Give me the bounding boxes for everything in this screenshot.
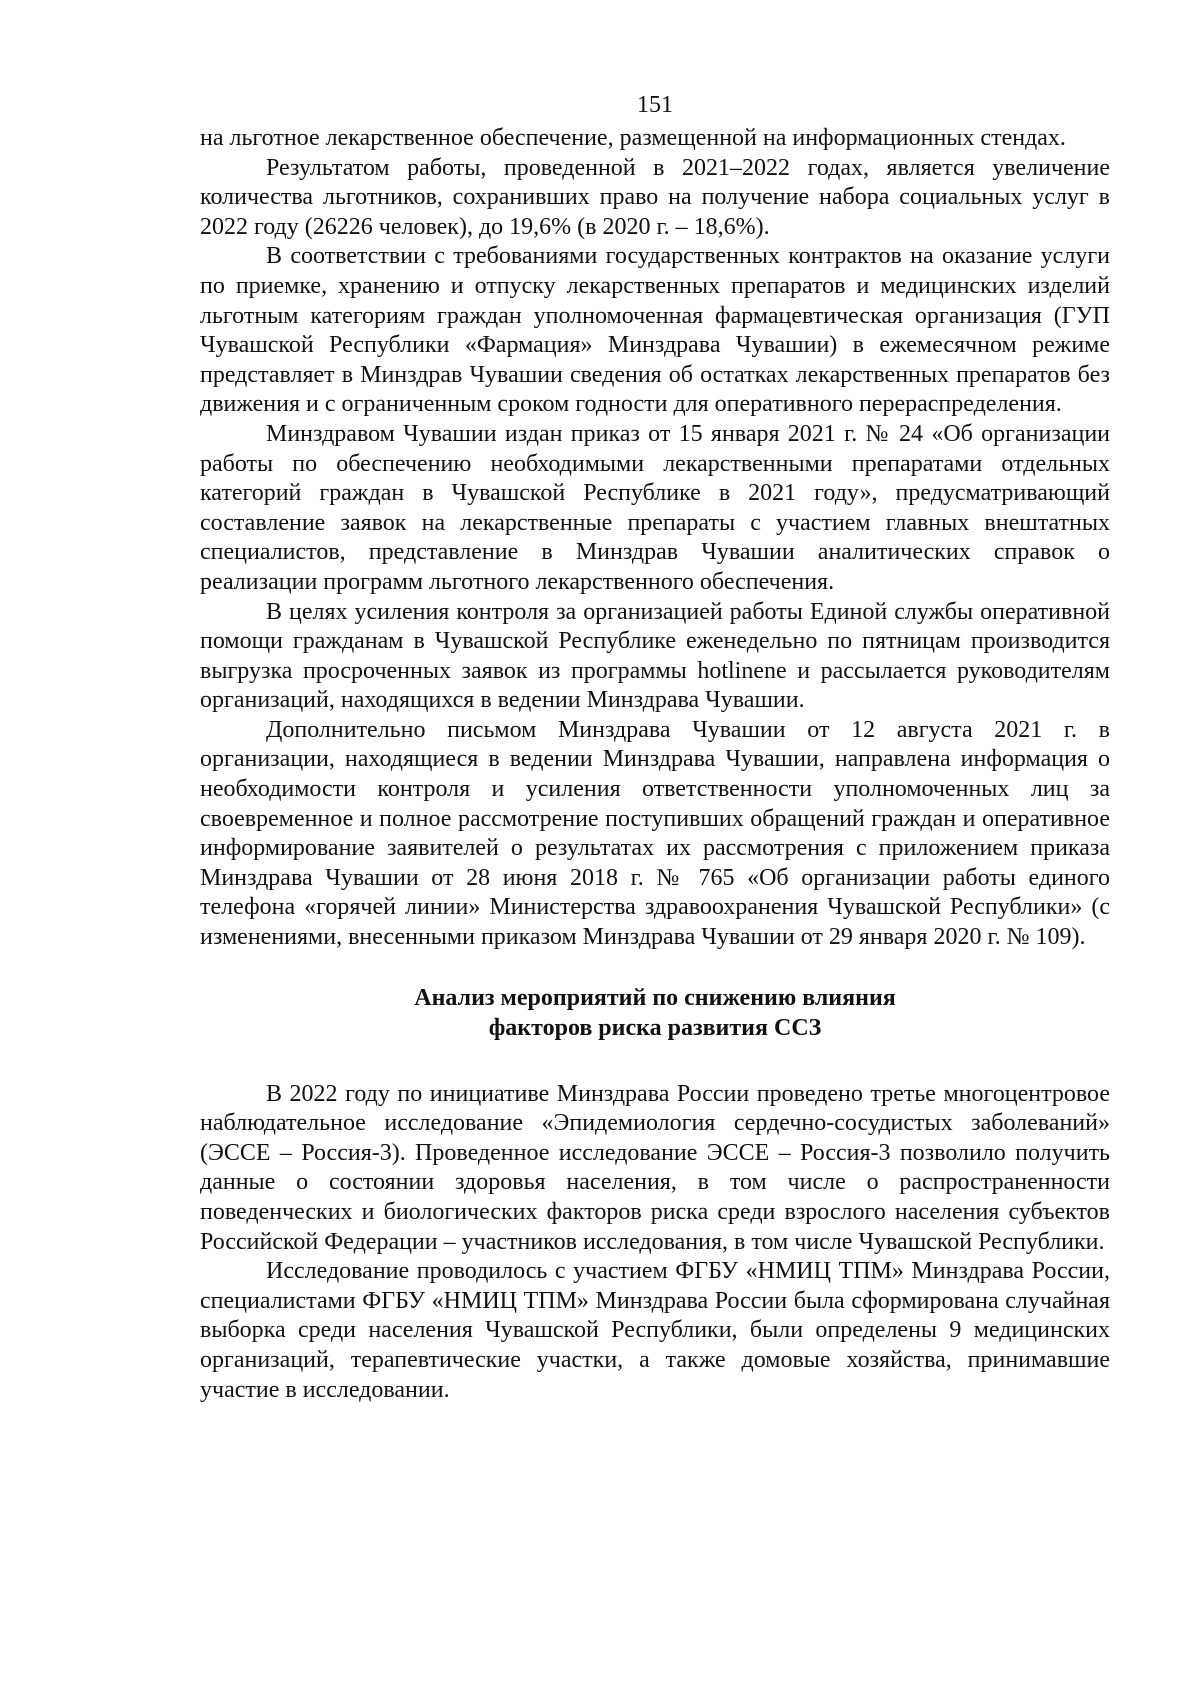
page-number: 151 [637, 92, 673, 118]
paragraph: Исследование проводилось с участием ФГБУ «НМИЦ ТПМ» Минздрава России, специалистами ФГБУ «НМИЦ ТПМ» Минздрава России была сформирована случайная выборка среди населения Чувашской Республики, были определены 9 медицинских организаций, терапевтические участки, а также домовые хозяйства, принимавшие участие в исследовании. [200, 1258, 1110, 1403]
paragraph: В целях усиления контроля за организацией работы Единой службы оперативной помощи гражданам в Чувашской Республике еженедельно по пятницам производится выгрузка просроченных заявок из программы hotlinene и рассылается руководителям организаций, находящихся в ведении Минздрава Чувашии. [200, 598, 1110, 714]
paragraph: Дополнительно письмом Минздрава Чувашии от 12 августа 2021 г. в организации, находящиеся в ведении Минздрава Чувашии, направлена информация о необходимости контроля и усиления ответственности уполномоченных лиц за своевременное и полное рассмотрение поступивших обращений граждан и оперативное информирование заявителей о результатах их рассмотрения с приложением приказа Минздрава Чувашии от 28 июня 2018 г. № 765 «Об организации работы единого телефона «горячей линии» Министерства здравоохранения Чувашской Республики» (с изменениями, внесенными приказом Минздрава Чувашии от 29 января 2020 г. № 109). [200, 716, 1110, 951]
paragraph: В 2022 году по инициативе Минздрава России проведено третье многоцентровое наблюдательное исследование «Эпидемиология сердечно-сосудистых заболеваний» (ЭССЕ – Россия-3). Проведенное исследование ЭССЕ – Россия-3 позволило получить данные о состоянии здоровья населения, в том числе о распространенности поведенческих и биологических факторов риска среди взрослого населения субъектов Российской Федерации – участников исследования, в том числе Чувашской Республики. [200, 1080, 1110, 1255]
document-page [200, 90, 1110, 1405]
paragraph: Результатом работы, проведенной в 2021–2022 годах, является увеличение количества льготников, сохранивших право на получение набора социальных услуг в 2022 году (26226 человек), до 19,6% (в 2020 г. – 18,6%). [200, 154, 1110, 240]
paragraph: Минздравом Чувашии издан приказ от 15 января 2021 г. № 24 «Об организации работы по обеспечению необходимыми лекарственными препаратами отдельных категорий граждан в Чувашской Республике в 2021 году», предусматривающий составление заявок на лекарственные препараты с участием главных внештатных специалистов, представление в Минздрав Чувашии аналитических справок о реализации программ льготного лекарственного обеспечения. [200, 420, 1110, 595]
paragraph: на льготное лекарственное обеспечение, размещенной на информационных стендах. [200, 125, 1066, 151]
section-heading-line: факторов риска развития ССЗ [488, 1014, 822, 1041]
paragraph: В соответствии с требованиями государственных контрактов на оказание услуги по приемке, хранению и отпуску лекарственных препаратов и медицинских изделий льготным категориям граждан уполномоченная фармацевтическая организация (ГУП Чувашской Республики «Фармация» Минздрава Чувашии) в ежемесячном режиме представляет в Минздрав Чувашии сведения об остатках лекарственных препаратов без движения и с ограниченным сроком годности для оперативного перераспределения. [200, 243, 1110, 418]
section-heading-line: Анализ мероприятий по снижению влияния [414, 984, 896, 1011]
section-heading [200, 983, 1110, 1043]
